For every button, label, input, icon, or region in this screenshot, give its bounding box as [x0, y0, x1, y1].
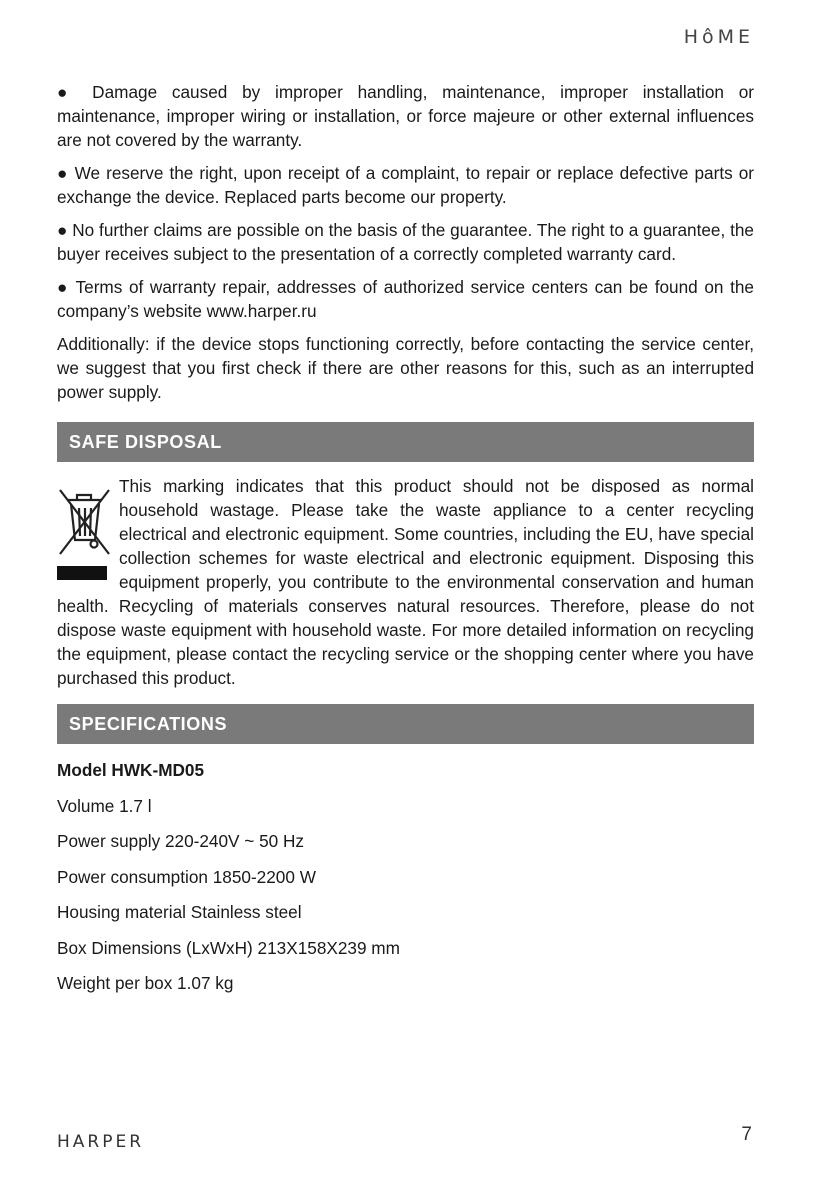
- page-content: [57, 80, 754, 1007]
- specifications-heading: SPECIFICATIONS: [57, 704, 754, 744]
- spec-housing-material: Housing material Stainless steel: [57, 902, 302, 922]
- spec-volume: Volume 1.7 l: [57, 795, 152, 816]
- warranty-paragraph-4: ● Terms of warranty repair, addresses of authorized service centers can be found on the company’s website www.harper.ru: [57, 277, 754, 321]
- warranty-paragraph-3: ● No further claims are possible on the basis of the guarantee. The right to a guarantee, the buyer receives subject to the presentation of a correctly completed warranty card.: [57, 220, 754, 264]
- warranty-paragraph-2: ● We reserve the right, upon receipt of a complaint, to repair or replace defective parts or exchange the device. Replaced parts become our property.: [57, 163, 754, 207]
- home-logo: HôME: [683, 26, 754, 48]
- spec-box-dimensions: Box Dimensions (LxWxH) 213X158X239 mm: [57, 937, 400, 958]
- disposal-text: This marking indicates that this product should not be disposed as normal household wastage. Please take the waste appliance to a center recycling electrical and electronic equipment. Some countries, including the EU, have special collection schemes for waste electrical and electronic equipment. Disposing this equipment properly, you contribute to the environmental conservation and human health. Recycling of materials conserves natural resources. Therefore, please do not dispose waste equipment with household waste. For more detailed information on recycling the equipment, please contact the recycling service or the shopping center where you have purchased this product.: [57, 476, 754, 688]
- spec-model: Model HWK-MD05: [57, 760, 205, 780]
- disposal-section: [57, 474, 754, 690]
- specifications-list: [57, 758, 754, 995]
- weee-crossed-bin-icon: [57, 478, 113, 582]
- spec-power-consumption: Power consumption 1850-2200 W: [57, 866, 316, 887]
- spec-power-supply: Power supply 220-240V ~ 50 Hz: [57, 831, 304, 851]
- spec-weight: Weight per box 1.07 kg: [57, 973, 234, 993]
- warranty-paragraph-5: Additionally: if the device stops functioning correctly, before contacting the service center, we suggest that you first check if there are other reasons for this, such as an interrupted power supply.: [57, 334, 754, 402]
- page-number: 7: [741, 1124, 752, 1145]
- safe-disposal-heading: SAFE DISPOSAL: [57, 422, 754, 462]
- harper-logo: HARPER: [57, 1132, 145, 1152]
- warranty-paragraph-1: ● Damage caused by improper handling, maintenance, improper installation or maintenance, improper wiring or installation, or force majeure or other external influences are not covered by the warranty.: [57, 82, 754, 150]
